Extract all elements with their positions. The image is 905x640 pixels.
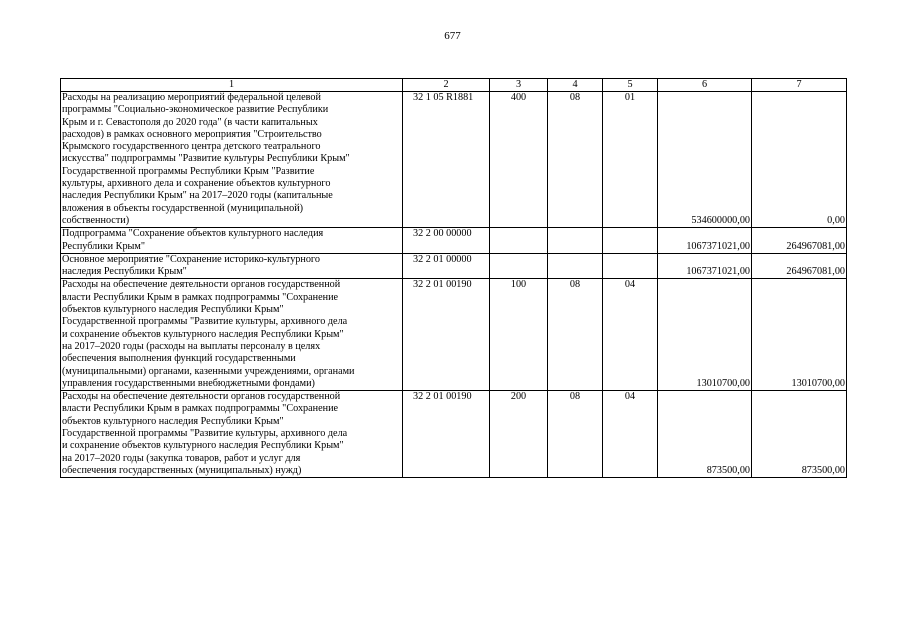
section-cell: 08 (548, 279, 603, 391)
amount-col6-cell: 13010700,00 (658, 279, 752, 391)
column-header: 3 (490, 79, 548, 92)
expense-name-cell: Расходы на реализацию мероприятий федеральной целевой программы "Социально-экономическое развитие Республики Крым и г. Севастополя до 2020 года" (в части капитальных расходов) в рамках основного мероприятия "Строительство Крымского государственного центра детского театрального искусства" подпрограммы "Развитие культуры Республики Крым" Государственной программы Республики Крым "Развитие культуры, архивного дела и сохранение объектов культурного наследия Республики Крым" на 2017–2020 годы (капитальные вложения в объекты государственной (муниципальной) собственности) (61, 92, 403, 228)
amount-col7-cell: 13010700,00 (752, 279, 847, 391)
subsection-cell (603, 228, 658, 254)
expense-type-cell (490, 253, 548, 279)
code-cell: 32 2 01 00190 (403, 279, 490, 391)
subsection-cell (603, 253, 658, 279)
expense-type-cell: 200 (490, 391, 548, 478)
column-header: 2 (403, 79, 490, 92)
column-header: 6 (658, 79, 752, 92)
budget-table (60, 78, 847, 478)
amount-col6-cell: 1067371021,00 (658, 253, 752, 279)
table-row (61, 228, 847, 254)
column-header: 5 (603, 79, 658, 92)
subsection-cell: 04 (603, 391, 658, 478)
expense-type-cell: 400 (490, 92, 548, 228)
section-cell (548, 228, 603, 254)
section-cell: 08 (548, 92, 603, 228)
table-row (61, 253, 847, 279)
table-row (61, 279, 847, 391)
table-header-row (61, 79, 847, 92)
section-cell (548, 253, 603, 279)
amount-col6-cell: 873500,00 (658, 391, 752, 478)
expense-name-cell: Основное мероприятие "Сохранение историко-культурного наследия Республики Крым" (61, 253, 403, 279)
subsection-cell: 01 (603, 92, 658, 228)
page-number: 677 (444, 30, 461, 42)
code-cell: 32 2 00 00000 (403, 228, 490, 254)
expense-name-cell: Подпрограмма "Сохранение объектов культурного наследия Республики Крым" (61, 228, 403, 254)
amount-col6-cell: 1067371021,00 (658, 228, 752, 254)
amount-col7-cell: 873500,00 (752, 391, 847, 478)
code-cell: 32 1 05 R1881 (403, 92, 490, 228)
amount-col7-cell: 264967081,00 (752, 228, 847, 254)
table-row (61, 92, 847, 228)
column-header: 1 (61, 79, 403, 92)
amount-col7-cell: 264967081,00 (752, 253, 847, 279)
subsection-cell: 04 (603, 279, 658, 391)
expense-type-cell (490, 228, 548, 254)
column-header: 4 (548, 79, 603, 92)
amount-col6-cell: 534600000,00 (658, 92, 752, 228)
table-row (61, 391, 847, 478)
section-cell: 08 (548, 391, 603, 478)
amount-col7-cell: 0,00 (752, 92, 847, 228)
column-header: 7 (752, 79, 847, 92)
expense-type-cell: 100 (490, 279, 548, 391)
expense-name-cell: Расходы на обеспечение деятельности органов государственной власти Республики Крым в рамках подпрограммы "Сохранение объектов культурного наследия Республики Крым" Государственной программы "Развитие культуры, архивного дела и сохранение объектов культурного наследия Республики Крым" на 2017–2020 годы (расходы на выплаты персоналу в целях обеспечения выполнения функций государственными (муниципальными) органами, казенными учреждениями, органами управления государственными внебюджетными фондами) (61, 279, 403, 391)
code-cell: 32 2 01 00190 (403, 391, 490, 478)
expense-name-cell: Расходы на обеспечение деятельности органов государственной власти Республики Крым в рамках подпрограммы "Сохранение объектов культурного наследия Республики Крым" Государственной программы "Развитие культуры, архивного дела и сохранение объектов культурного наследия Республики Крым" на 2017–2020 годы (закупка товаров, работ и услуг для обеспечения государственных (муниципальных) нужд) (61, 391, 403, 478)
code-cell: 32 2 01 00000 (403, 253, 490, 279)
